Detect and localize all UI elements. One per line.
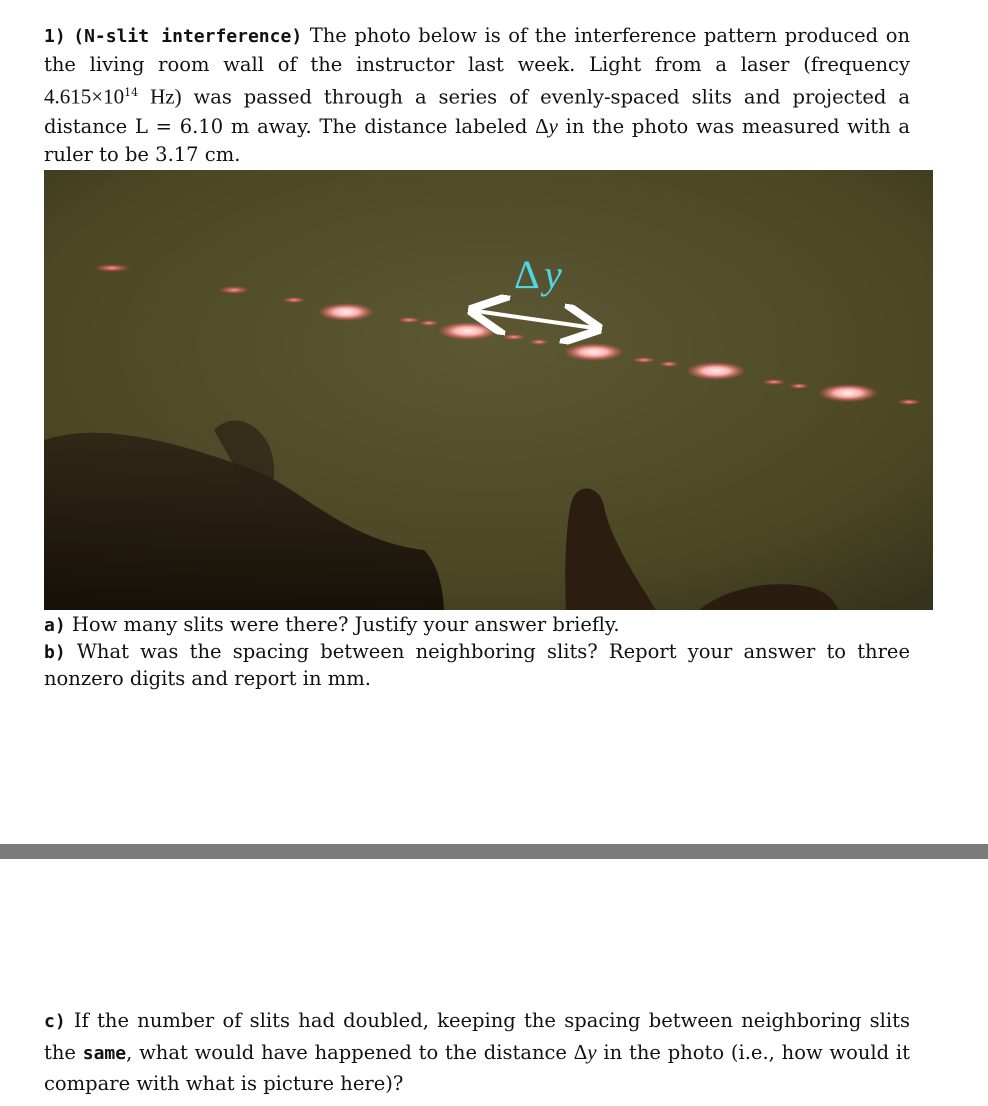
question-a-label: a) xyxy=(44,615,66,636)
bright-fringe xyxy=(818,384,878,402)
times-symbol: × xyxy=(91,84,104,109)
question-c-text-3: in the photo (i.e., how would it compare with what is picture here)? xyxy=(44,1041,910,1095)
frequency-exponent: 14 xyxy=(124,86,139,99)
bright-fringe xyxy=(438,322,498,340)
frequency-mantissa: 4.615 xyxy=(44,84,92,109)
question-c-delta: Δ xyxy=(573,1040,588,1064)
question-b-label: b) xyxy=(44,642,66,663)
intro-text-2: was passed through a series of evenly-spaced slits and projected a distance L = 6.10 m away. The distance labeled xyxy=(44,85,910,138)
problem-heading: (N-slit interference) xyxy=(73,26,303,47)
question-c xyxy=(44,1006,910,1099)
question-b-text: What was the spacing between neighboring slits? Report your answer to three nonzero digits and report in mm. xyxy=(44,640,910,690)
y-symbol: y xyxy=(548,113,558,138)
delta-symbol: Δ xyxy=(535,113,549,138)
frequency-base: 10 xyxy=(103,84,125,109)
intro-text-3: in the photo was measured with a ruler to be 3.17 cm. xyxy=(44,114,910,166)
question-c-same: same xyxy=(82,1043,127,1064)
y-label: y xyxy=(544,252,562,297)
problem-statement: 1) (N-slit interference) The photo below is of the interference pattern produced on the living room wall of the instructor last week. Light from a laser (frequency $4.615\times 10^{14}$ Hz) was passed through a series of evenly-spaced slits and projected a distance L = 6.10 m away. The distance labeled Δy in the photo was measured with a ruler to be 3.17 cm. xyxy=(44,24,910,166)
delta-label: Δ xyxy=(514,252,540,297)
question-c-text-1: If the number of slits had doubled, keeping the spacing between neighboring slits the xyxy=(44,1009,910,1064)
question-a-text: How many slits were there? Justify your answer briefly. xyxy=(65,613,620,636)
section-divider xyxy=(0,844,988,859)
question-c-y: y xyxy=(587,1040,597,1064)
interference-photo xyxy=(44,170,933,610)
problem-number: 1) xyxy=(44,26,66,47)
photo-svg xyxy=(44,170,933,610)
frequency-unit: Hz xyxy=(150,84,175,109)
bright-fringe xyxy=(564,343,624,361)
question-c-text-2: , what would have happened to the distance xyxy=(126,1041,574,1064)
intro-text-1: The photo below is of the interference pattern produced on the living room wall of the instructor last week. Light from a laser (frequency xyxy=(44,24,910,76)
question-c-label: c) xyxy=(44,1011,66,1032)
questions-ab xyxy=(44,612,910,692)
bright-fringe xyxy=(686,362,746,380)
bright-fringe xyxy=(318,303,374,321)
